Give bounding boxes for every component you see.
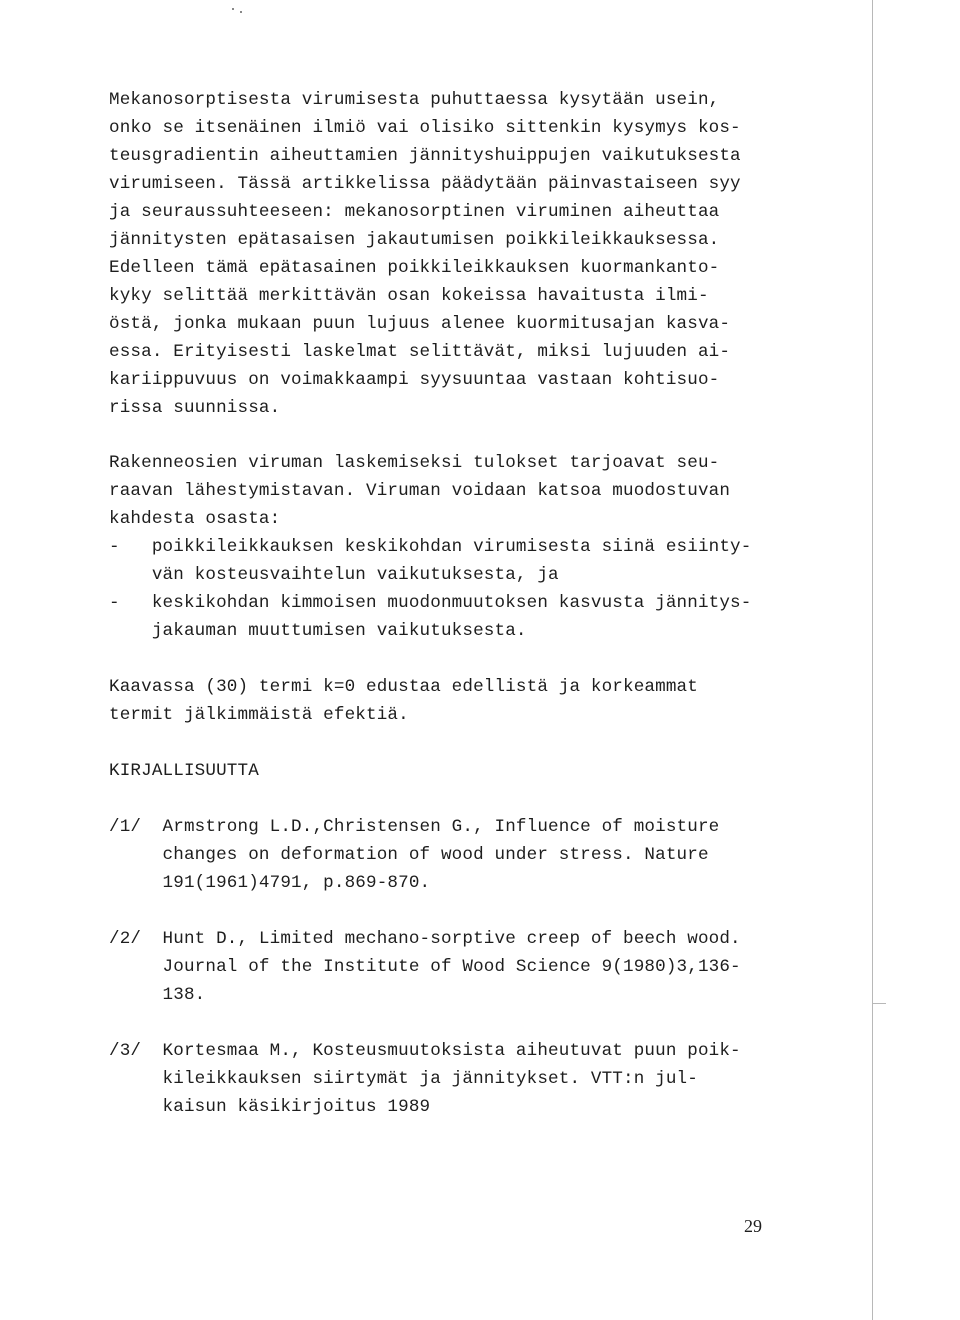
- text-line: ja seuraussuhteeseen: mekanosorptinen viruminen aiheuttaa: [109, 202, 720, 222]
- text-line: kyky selittää merkittävän osan kokeissa havaitusta ilmi-: [109, 286, 709, 306]
- page-number: 29: [744, 1216, 762, 1236]
- scan-speck: [232, 8, 234, 10]
- text-line: Mekanosorptisesta virumisesta puhuttaessa kysytään usein,: [109, 90, 720, 110]
- text-line: Kaavassa (30) termi k=0 edustaa edellistä ja korkeammat: [109, 677, 698, 697]
- text-line: kaisun käsikirjoitus 1989: [109, 1097, 431, 1117]
- text-line: /3/ Kortesmaa M., Kosteusmuutoksista aiheutuvat puun poik-: [109, 1041, 741, 1061]
- text-line: jännitysten epätasaisen jakautumisen poikkileikkauksessa.: [109, 230, 720, 250]
- text-line: rissa suunnissa.: [109, 398, 281, 418]
- text-line: Edelleen tämä epätasainen poikkileikkauksen kuormankanto-: [109, 258, 720, 278]
- text-line: kariippuvuus on voimakkaampi syysuuntaa vastaan kohtisuo-: [109, 370, 720, 390]
- text-line: /2/ Hunt D., Limited mechano-sorptive creep of beech wood.: [109, 929, 741, 949]
- text-line: changes on deformation of wood under stress. Nature: [109, 845, 709, 865]
- scan-margin-tick: [872, 1003, 886, 1004]
- text-line: 191(1961)4791, p.869-870.: [109, 873, 431, 893]
- text-line: teusgradientin aiheuttamien jännityshuippujen vaikutuksesta: [109, 146, 741, 166]
- text-line: raavan lähestymistavan. Viruman voidaan katsoa muodostuvan: [109, 481, 731, 501]
- text-line: kahdesta osasta:: [109, 509, 281, 529]
- text-line: onko se itsenäinen ilmiö vai olisiko sittenkin kysymys kos-: [109, 118, 741, 138]
- text-line: essa. Erityisesti laskelmat selittävät, miksi lujuuden ai-: [109, 342, 731, 362]
- text-line: östä, jonka mukaan puun lujuus alenee kuormitusajan kasva-: [109, 314, 731, 334]
- text-line: termit jälkimmäistä efektiä.: [109, 705, 409, 725]
- references-heading: KIRJALLISUUTTA: [109, 761, 259, 781]
- scan-margin-rule: [872, 0, 873, 1320]
- text-line: /1/ Armstrong L.D.,Christensen G., Influence of moisture: [109, 817, 720, 837]
- text-line: vän kosteusvaihtelun vaikutuksesta, ja: [109, 565, 559, 585]
- text-line: - poikkileikkauksen keskikohdan virumisesta siinä esiinty-: [109, 537, 752, 557]
- text-line: jakauman muuttumisen vaikutuksesta.: [109, 621, 527, 641]
- text-line: virumiseen. Tässä artikkelissa päädytään päinvastaiseen syy: [109, 174, 741, 194]
- text-line: Rakenneosien viruman laskemiseksi tulokset tarjoavat seu-: [109, 453, 720, 473]
- text-line: 138.: [109, 985, 206, 1005]
- text-line: - keskikohdan kimmoisen muodonmuutoksen kasvusta jännitys-: [109, 593, 752, 613]
- text-line: kileikkauksen siirtymät ja jännitykset. VTT:n jul-: [109, 1069, 698, 1089]
- text-line: Journal of the Institute of Wood Science 9(1980)3,136-: [109, 957, 741, 977]
- scan-speck: [240, 11, 242, 13]
